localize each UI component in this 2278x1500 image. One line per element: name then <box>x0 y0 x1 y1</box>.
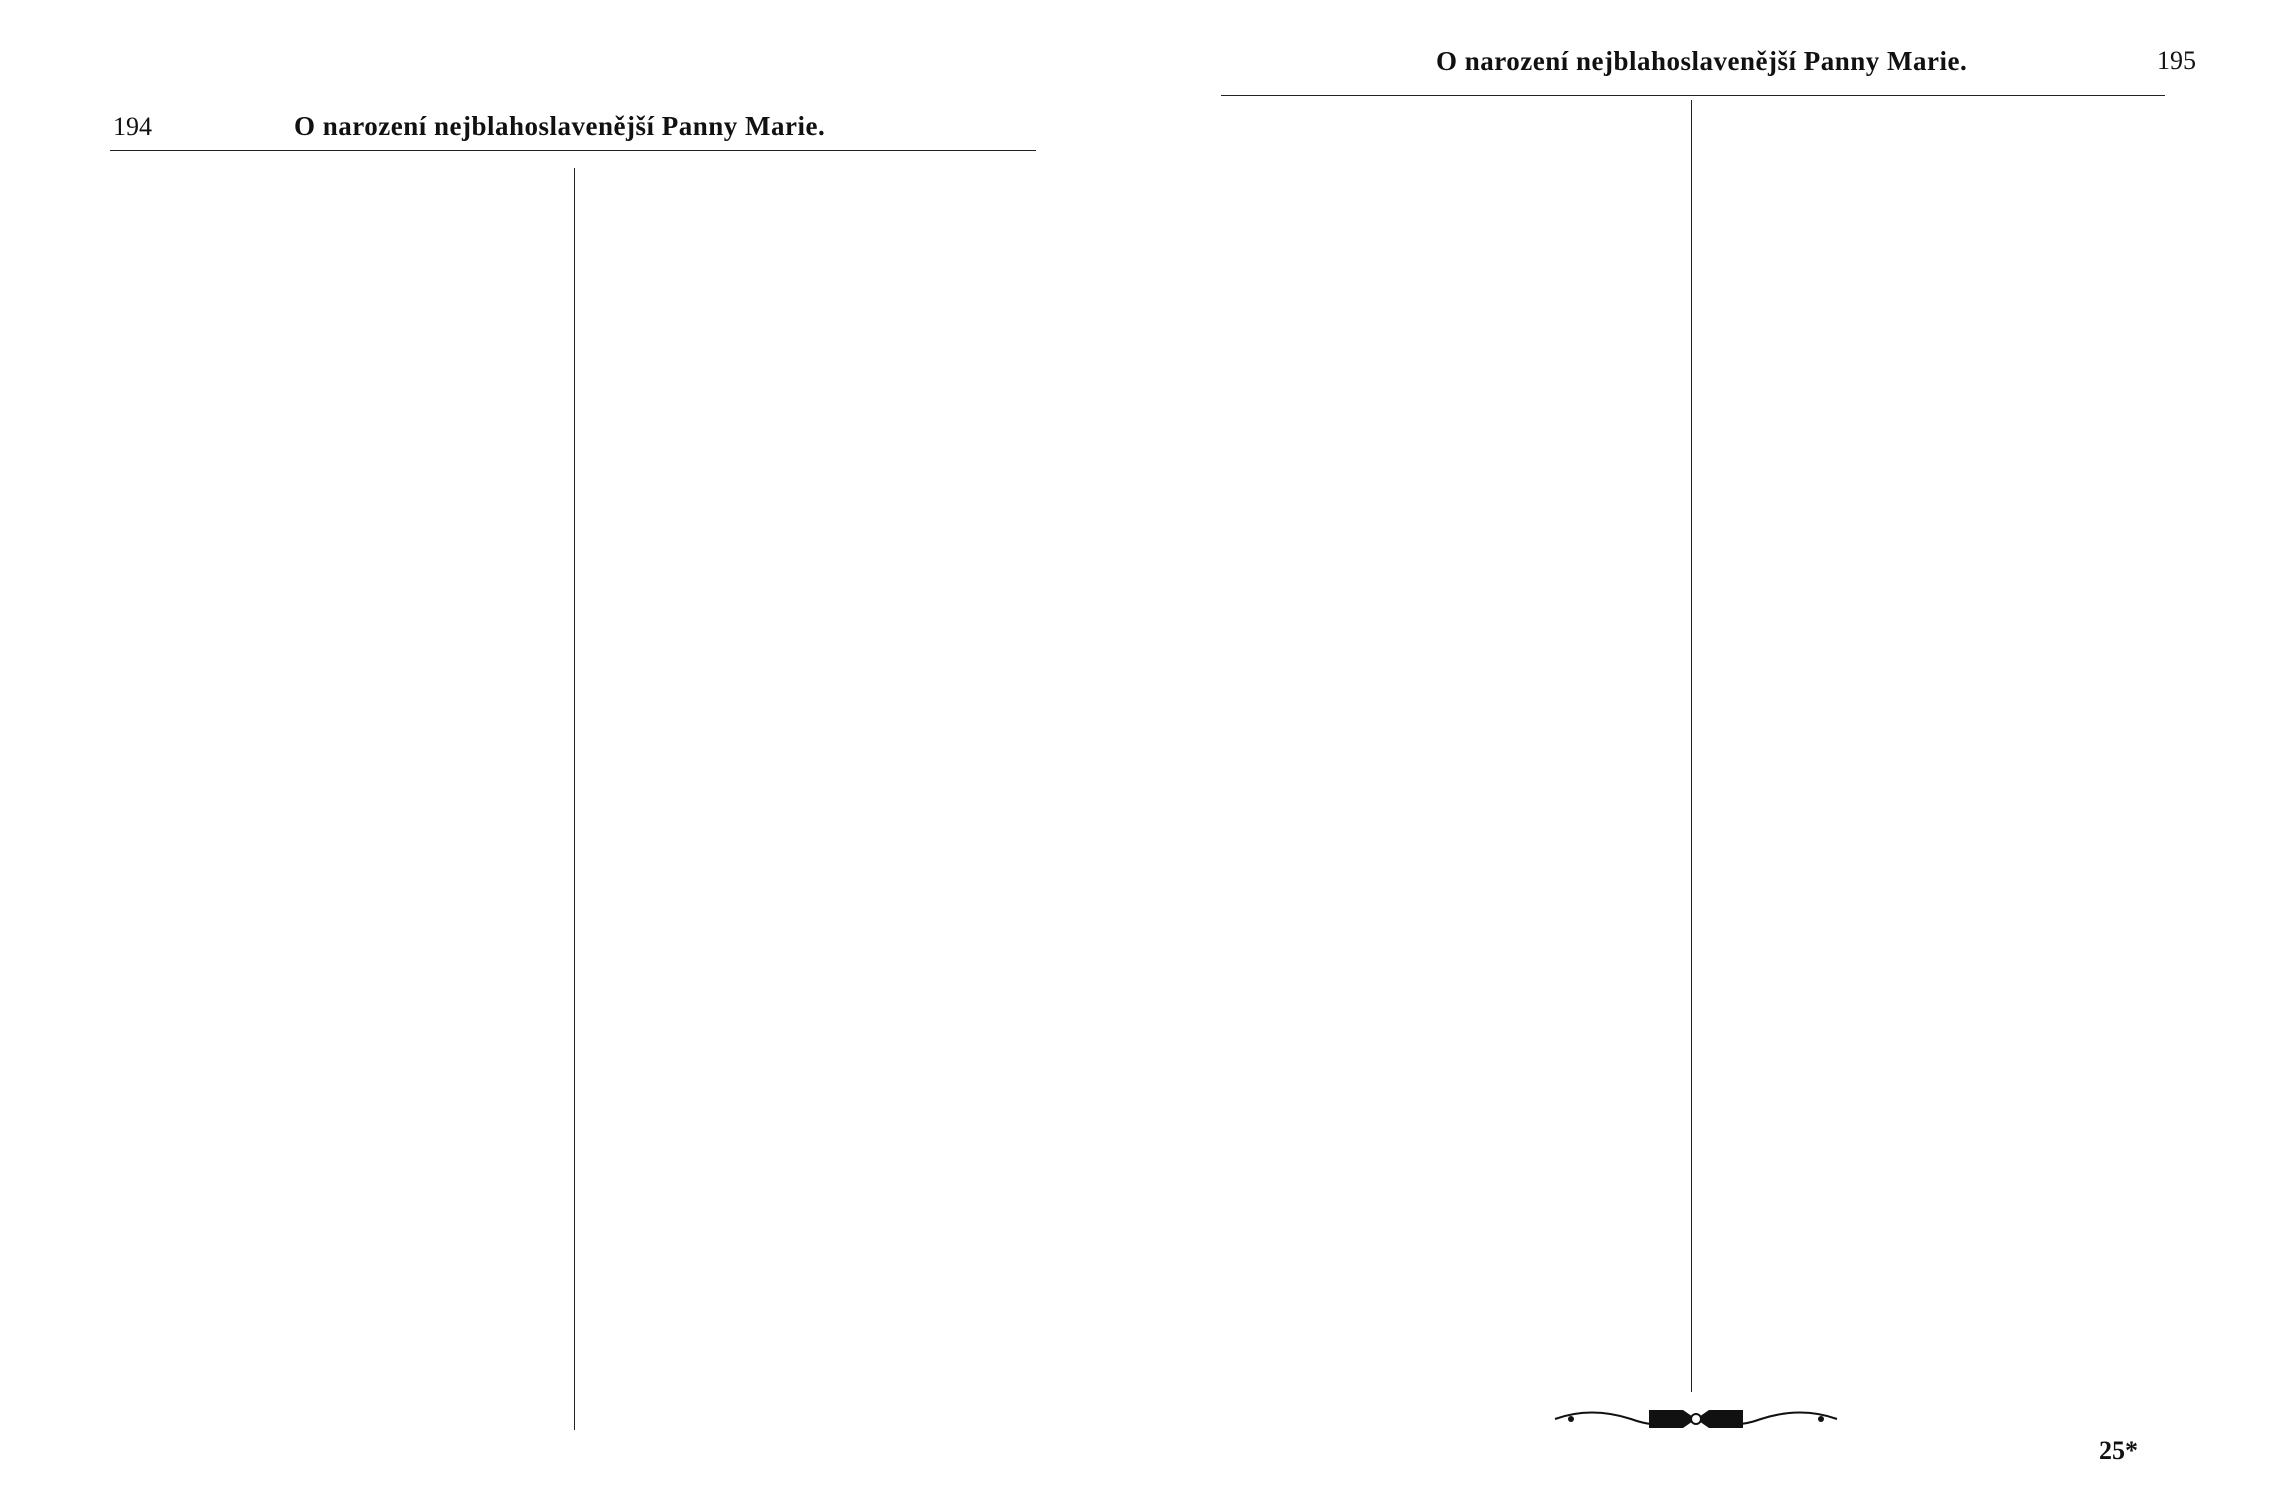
column-divider-right <box>1691 100 1692 1392</box>
right-page <box>1139 0 2278 1500</box>
running-head-left: O narození nejblahoslavenější Panny Marie. <box>294 111 826 141</box>
ornament-icon <box>1551 1402 1841 1436</box>
signature-mark: 25* <box>2099 1436 2138 1465</box>
header-rule-left <box>110 150 1036 151</box>
text-column-right-2 <box>1700 102 2165 1394</box>
header-rule-right <box>1221 95 2165 96</box>
text-column-right-1 <box>1221 102 1683 1394</box>
page-number-left: 194 <box>113 112 152 141</box>
text-column-left-1 <box>110 168 565 1430</box>
column-divider-left <box>574 168 575 1430</box>
page-number-right: 195 <box>2157 46 2196 75</box>
text-column-left-2 <box>583 168 1036 1430</box>
running-head-right: O narození nejblahoslavenější Panny Marie. <box>1436 46 1968 76</box>
